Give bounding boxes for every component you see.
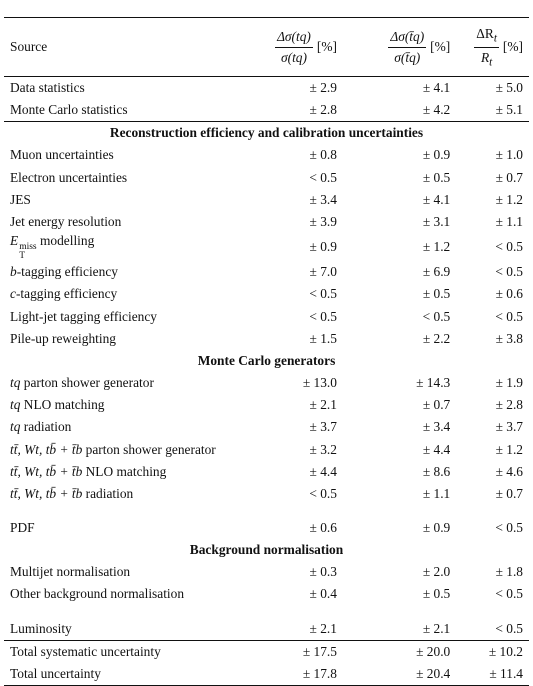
table-row: Light-jet tagging efficiency < 0.5 < 0.5 < 0.5 <box>10 308 523 324</box>
table-row-total: Total uncertainty ± 17.8 ± 20.4 ± 11.4 <box>4 663 529 686</box>
uncertainty-table <box>4 17 529 686</box>
header-col-tbarq <box>357 18 468 77</box>
header-col-tq-denominator: σ(tq) <box>281 49 307 65</box>
table-row: Data statistics ± 2.9 ± 4.1 ± 5.0 <box>10 80 523 96</box>
table-row: tq radiation ± 3.7 ± 3.4 ± 3.7 <box>10 419 523 435</box>
header-col-rt-unit: [%] <box>502 39 523 54</box>
table-row: b-tagging efficiency ± 7.0 ± 6.9 < 0.5 <box>10 264 523 280</box>
table-row: tt̄, Wt, tb̄ + t̄b radiation < 0.5 ± 1.1 ± 0.7 <box>10 485 523 501</box>
table-row-luminosity: Luminosity ± 2.1 ± 2.1 < 0.5 <box>10 620 523 636</box>
table-row: Jet energy resolution ± 3.9 ± 3.1 ± 1.1 <box>10 214 523 230</box>
table-row: Multijet normalisation ± 0.3 ± 2.0 ± 1.8 <box>10 564 523 580</box>
table-header <box>4 18 529 77</box>
header-col-tq <box>222 18 357 77</box>
section-heading-mc-generators: Monte Carlo generators <box>197 352 336 368</box>
header-col-rt-denominator: $R_t$ <box>480 49 493 69</box>
table-row: tt̄, Wt, tb̄ + t̄b parton shower generator ± 3.2 ± 4.4 ± 1.2 <box>10 441 523 457</box>
section-heading-background: Background normalisation <box>189 542 344 558</box>
header-col-tq-unit: [%] <box>316 39 337 54</box>
table-row: Electron uncertainties < 0.5 ± 0.5 ± 0.7 <box>10 169 523 185</box>
table-row: Other background normalisation ± 0.4 ± 0.5 < 0.5 <box>10 586 523 602</box>
header-col-tbarq-numerator: Δσ(t̄q) <box>388 29 426 48</box>
header-col-tbarq-unit: [%] <box>430 39 451 54</box>
etmiss-label: E miss T modelling <box>10 233 95 262</box>
header-col-tq-numerator: Δσ(tq) <box>275 29 313 48</box>
table-row: tt̄, Wt, tb̄ + t̄b NLO matching ± 4.4 ± 8.6 ± 4.6 <box>10 463 523 479</box>
header-col-rt-numerator: $\Delta R_t$ <box>474 26 499 48</box>
table-row: Monte Carlo statistics ± 2.8 ± 4.2 ± 5.1 <box>10 102 523 118</box>
header-col-rt <box>468 18 529 77</box>
table-row: Muon uncertainties ± 0.8 ± 0.9 ± 1.0 <box>10 147 523 163</box>
table-row: c-tagging efficiency < 0.5 ± 0.5 ± 0.6 <box>10 286 523 302</box>
table-row: tq parton shower generator ± 13.0 ± 14.3 ± 1.9 <box>10 374 523 390</box>
table-row: tq NLO matching ± 2.1 ± 0.7 ± 2.8 <box>10 397 523 413</box>
table-row: JES ± 3.4 ± 4.1 ± 1.2 <box>10 191 523 207</box>
table-row: Pile-up reweighting ± 1.5 ± 2.2 ± 3.8 <box>10 330 523 346</box>
header-source: Source <box>4 18 222 77</box>
section-heading-reconstruction: Reconstruction efficiency and calibration uncertainties <box>4 122 529 145</box>
table-row-pdf: PDF ± 0.6 ± 0.9 < 0.5 <box>10 520 523 536</box>
table-row-total-systematic: Total systematic uncertainty ± 17.5 ± 20.0 ± 10.2 <box>4 640 529 663</box>
header-col-tbarq-denominator: σ(t̄q) <box>394 49 421 65</box>
table-row: E miss T modelling ± 0.9 ± 1.2 < 0.5 <box>4 233 529 261</box>
